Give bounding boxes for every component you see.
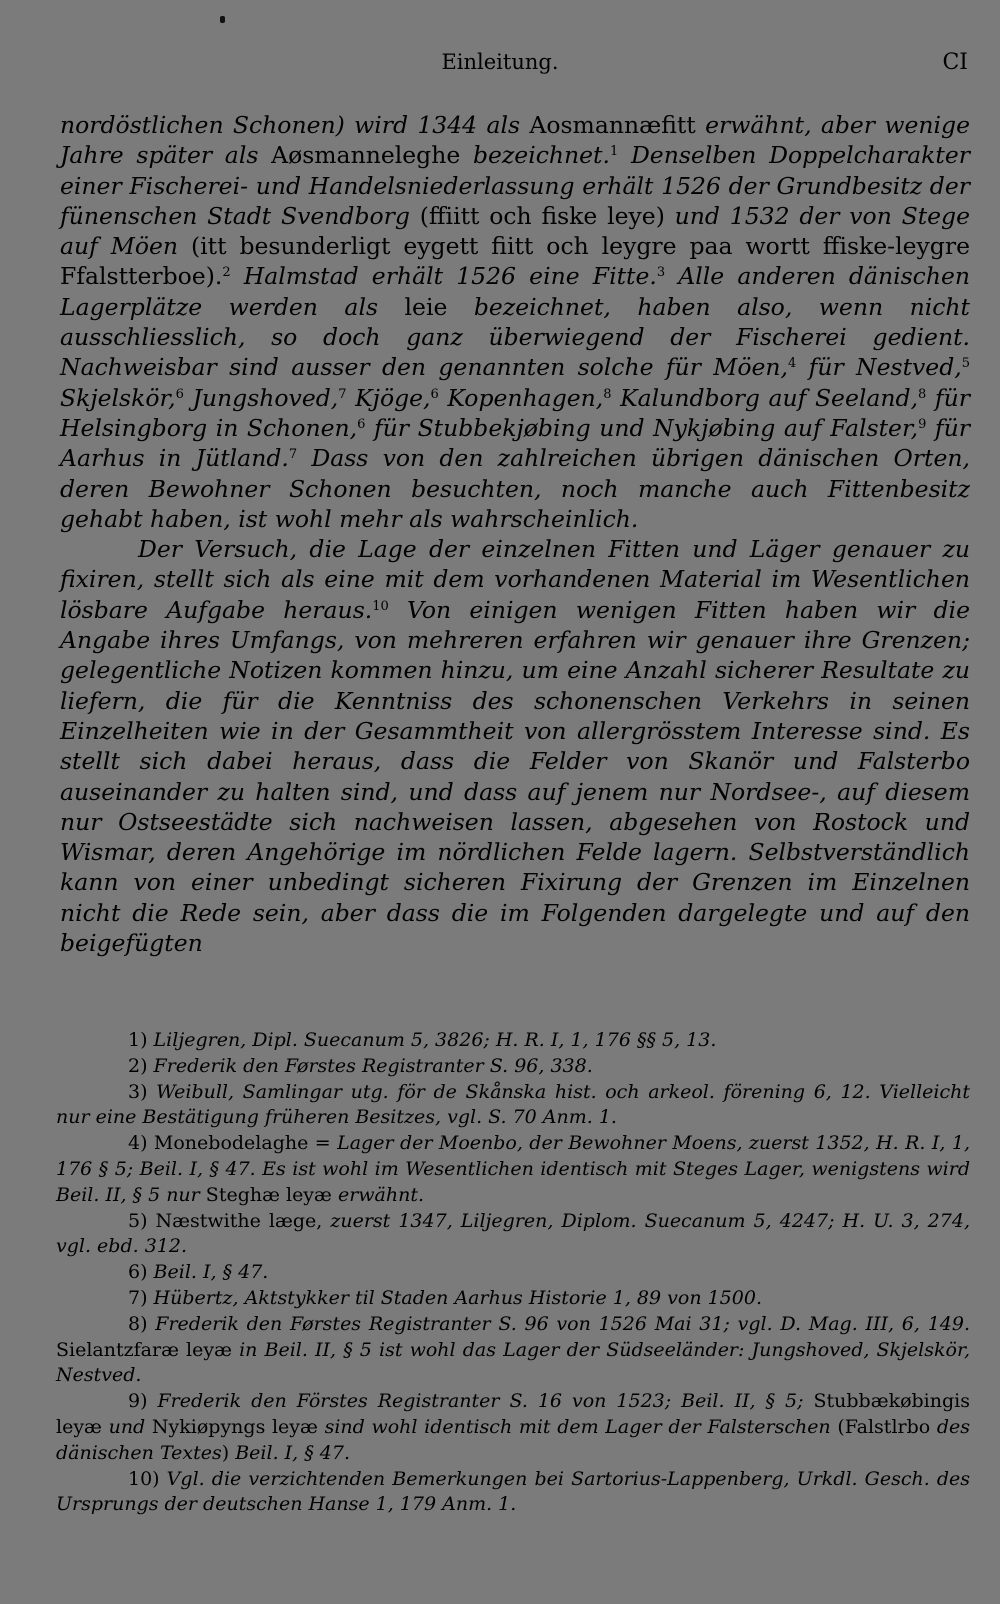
footnote-ref: 10 <box>372 598 389 614</box>
text-run: für Stubbekjøbing und Nykjøbing auf Falster, <box>365 413 919 442</box>
footnote <box>56 1131 970 1208</box>
footnote-ref: 2 <box>222 265 231 281</box>
footnote-ref: 4 <box>788 356 797 372</box>
text-run: 3) <box>128 1080 148 1103</box>
text-run: 1) <box>128 1029 148 1051</box>
text-run: für Helsingborg in Schonen, <box>60 383 970 442</box>
text-run: bezeichnet, haben also, wenn nicht ausschliesslich, so doch ganz überwiegend der Fischerei gedient. Nachweisbar sind ausser den genannten solche für Möen, <box>60 292 970 382</box>
footnote <box>56 1467 970 1519</box>
page-header <box>0 50 1000 84</box>
text-run: Kopenhagen, <box>438 383 604 412</box>
running-title: Einleitung. <box>441 50 559 74</box>
text-run: Jungshoved, <box>183 383 339 412</box>
text-run: Frederik den Førstes Registranter S. 96 von 1526 Mai 31; vgl. D. Mag. III, 6, 149. <box>147 1312 970 1335</box>
footnote-ref: 7 <box>288 447 298 463</box>
footnote <box>56 1389 970 1466</box>
text-run: 6) <box>128 1261 148 1284</box>
text-run: Kalundborg auf Seeland, <box>611 383 919 412</box>
footnote <box>56 1286 970 1312</box>
text-run: (Falstlrbo <box>837 1415 931 1438</box>
footnote <box>56 1054 970 1080</box>
text-run: und <box>101 1415 152 1438</box>
text-run: erwähnt. <box>331 1183 425 1206</box>
paragraph <box>60 534 970 958</box>
text-run: des dänischen Textes <box>56 1415 971 1464</box>
text-run: ) <box>221 1441 230 1464</box>
footnote <box>56 1260 970 1286</box>
footnote <box>56 1080 970 1132</box>
text-run: sind wohl identisch mit dem Lager der Falsterschen <box>317 1415 838 1438</box>
text-run: erwähnt, aber wenige Jahre später als <box>60 111 970 170</box>
text-run: 10) <box>128 1467 160 1490</box>
text-run: nordöstlichen Schonen) wird 1344 als <box>60 111 530 139</box>
text-run: Skjelskör, <box>60 383 176 412</box>
page-number: CI <box>942 50 968 75</box>
text-run: Der Versuch, die Lage der einzelnen Fitten und Läger genauer zu fixiren, stellt sich als eine mit dem vorhandenen Material im Wesentlichen lösbare Aufgabe heraus. <box>60 535 970 624</box>
text-run: bezeichnet. <box>460 141 610 170</box>
text-run: Dass von den zahlreichen übrigen dänischen Orten, deren Bewohner Schonen besuchten, noch manche auch Fittenbesitz gehabt haben, ist wohl mehr als wahrscheinlich. <box>60 444 970 533</box>
text-run: Denselben Doppelcharakter einer Fischerei- und Handelsniederlassung erhält 1526 der Grundbesitz der fünenschen Stadt Svendborg <box>60 141 970 230</box>
main-text <box>60 110 970 958</box>
footnote-ref: 8 <box>603 386 612 402</box>
footnote-ref: 8 <box>918 386 927 402</box>
ink-speck <box>220 16 225 23</box>
text-run: 4) Monebodelaghe = <box>128 1132 331 1155</box>
text-run: Halmstad erhält 1526 eine Fitte. <box>230 262 657 291</box>
text-run: Kjöge, <box>346 383 431 412</box>
footnote-ref: 6 <box>357 416 366 432</box>
text-run: zuerst 1347, Liljegren, Diplom. Suecanum 5, 4247; H. U. 3, 274, vgl. ebd. 312. <box>56 1209 970 1258</box>
text-run: Lager der Moenbo, der Bewohner Moens, zuerst 1352, H. R. I, 1, 176 § 5; Beil. I, § 47. Es ist wohl im Wesentlichen identisch mit Steges Lager, wenigstens wird Beil. II, § 5 nur <box>56 1132 970 1206</box>
text-run: für Aarhus in Jütland. <box>60 413 970 473</box>
text-run: Steghæ leyæ <box>205 1183 332 1206</box>
footnote-ref: 6 <box>430 386 439 402</box>
text-run: Stubbækøbingis leyæ <box>56 1390 970 1438</box>
footnote <box>56 1312 970 1389</box>
text-run: Von einigen wenigen Fitten haben wir die Angabe ihres Umfangs, von mehreren erfahren wir genauer ihre Grenzen; gelegentliche Notizen kommen hinzu, um eine Anzahl sicherer Resultate zu liefern, die für die Kenntniss des schonenschen Verkehrs in seinen Einzelheiten wie in der Gesammtheit von allergrösstem Interesse sind. Es stellt sich dabei heraus, dass die Felder von Skanör und Falsterbo auseinander zu halten sind, und dass auf jenem nur Nordsee-, auf diesem nur Ostseestädte sich nachweisen lassen, abgesehen von Rostock und Wismar, deren Angehörige im nördlichen Felde lagern. Selbstverständlich kann von einer unbedingt sicheren Fixirung der Grenzen im Einzelnen nicht die Rede sein, aber dass die im Folgenden dargelegte und auf den beigefügten <box>60 595 970 958</box>
footnote-ref: 9 <box>918 416 927 432</box>
text-run: (itt besunderligt eygett fiitt och leygre paa wortt ffiske-leygre Ffalstterboe). <box>60 232 970 291</box>
footnote-ref: 6 <box>175 386 184 402</box>
footnote-ref: 7 <box>338 386 347 402</box>
text-run: 2) <box>128 1054 148 1077</box>
text-run: Frederik den Førstes Registranter S. 96, 338. <box>147 1054 593 1077</box>
text-run: Frederik den Förstes Registranter S. 16 von 1523; Beil. II, § 5; <box>147 1390 814 1413</box>
text-run: für Nestved, <box>796 353 962 382</box>
text-run: 8) <box>128 1312 148 1335</box>
text-run: leie <box>404 292 448 321</box>
text-run: Beil. I, § 47. <box>147 1261 269 1284</box>
text-run: 5) Næstwithe læge, <box>128 1209 323 1232</box>
text-run: (ffiitt och fiske leye) <box>419 201 665 230</box>
text-run: Alle anderen dänischen Lagerplätze werden als <box>60 262 970 321</box>
text-run: Weibull, Samlingar utg. för de Skånska hist. och arkeol. förening 6, 12. Vielleicht nur eine Bestätigung früheren Besitzes, vgl. S. 70 Anm. 1. <box>56 1080 970 1129</box>
text-run: Aøsmanneleghe <box>271 141 461 170</box>
text-run: 9) <box>128 1390 148 1413</box>
footnotes <box>56 1028 970 1518</box>
footnote <box>56 1209 970 1261</box>
text-run: Liljegren, Dipl. Suecanum 5, 3826; H. R. I, 1, 176 §§ 5, 13. <box>147 1029 717 1051</box>
text-run: Sielantzfaræ leyæ <box>56 1338 232 1361</box>
text-run: und 1532 der von Stege auf Möen <box>60 201 970 261</box>
footnote-ref: 5 <box>961 356 970 372</box>
footnote-ref: 3 <box>656 265 666 281</box>
footnote <box>56 1028 970 1054</box>
paragraph <box>60 110 970 534</box>
footnote-ref: 1 <box>609 144 619 160</box>
text-run: Aosmannæfitt <box>529 111 696 139</box>
text-run: Beil. I, § 47. <box>229 1441 350 1464</box>
text-run: 7) <box>128 1286 148 1309</box>
text-run: Vgl. die verzichtenden Bemerkungen bei Sartorius-Lappenberg, Urkdl. Gesch. des Ursprungs der deutschen Hanse 1, 179 Anm. 1. <box>56 1467 970 1516</box>
text-run: Nykiøpyngs leyæ <box>151 1415 318 1438</box>
text-run: Hübertz, Aktstykker til Staden Aarhus Historie 1, 89 von 1500. <box>147 1286 762 1309</box>
text-run: in Beil. II, § 5 ist wohl das Lager der Südseeländer: Jungshoved, Skjelskör, Nestved. <box>56 1338 970 1387</box>
